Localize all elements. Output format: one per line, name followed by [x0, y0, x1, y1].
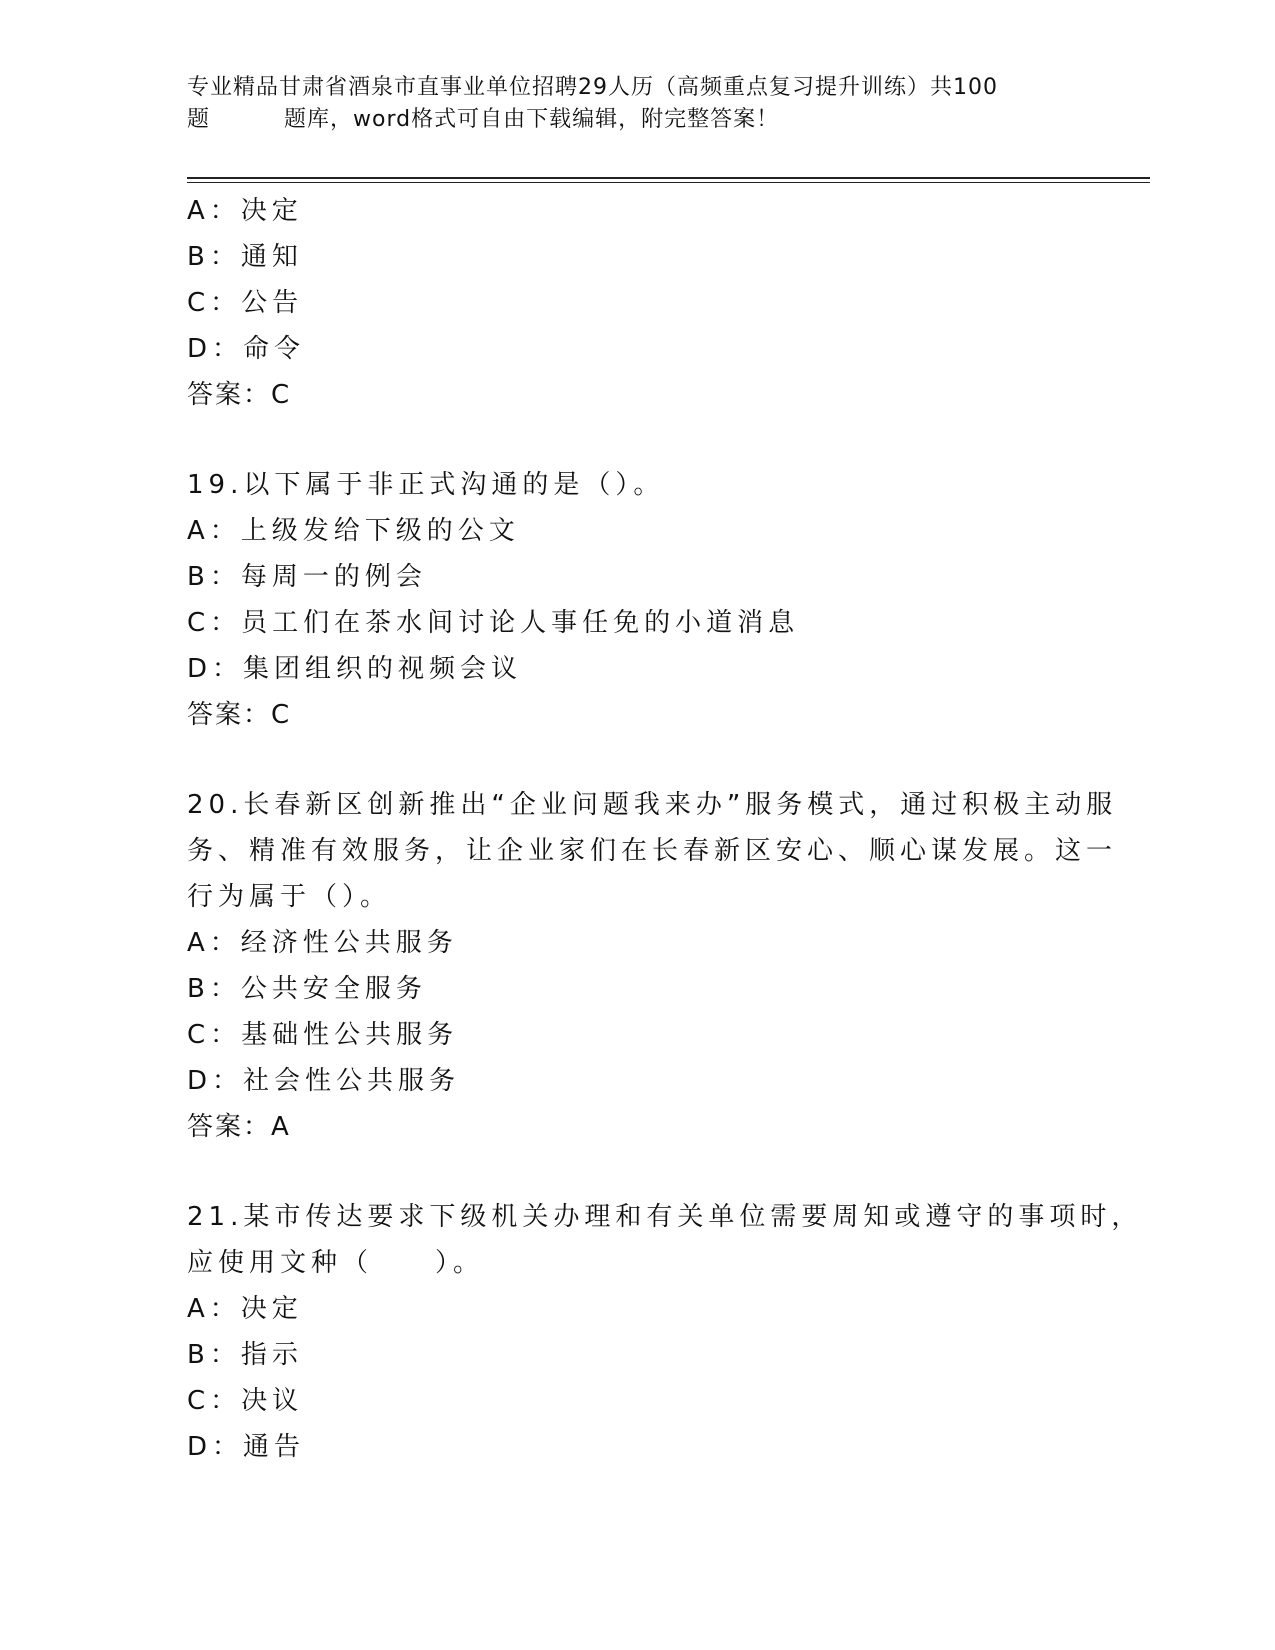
question-block [187, 782, 1118, 1150]
question-block [187, 462, 1087, 738]
question-list [187, 188, 1143, 1470]
option-c: C：基础性公共服务 [187, 1020, 459, 1050]
header-rule-thin [187, 182, 1150, 183]
document-header [187, 72, 1087, 136]
option-a: A：经济性公共服务 [187, 928, 458, 958]
option-d: D：集团组织的视频会议 [187, 654, 523, 684]
header-rule-thick [187, 177, 1150, 179]
question-text: 务、精准有效服务，让企业家们在长春新区安心、顺心谋发展。这一 [187, 836, 1118, 866]
question-block [187, 1194, 1143, 1470]
option-a: A：决定 [187, 1294, 303, 1324]
header-title-line-2 [187, 104, 1087, 136]
option-d: D：社会性公共服务 [187, 1066, 461, 1096]
answer: 答案：C [187, 700, 292, 730]
option-b: B：每周一的例会 [187, 562, 427, 592]
question-block [187, 188, 1087, 418]
header-title-line-2-left: 题 [187, 107, 211, 132]
option-d: D：命令 [187, 334, 306, 364]
option-d: D：通告 [187, 1432, 306, 1462]
question-text: 19.以下属于非正式沟通的是（）。 [187, 470, 665, 500]
option-a: A：决定 [187, 196, 303, 226]
option-b: B：通知 [187, 242, 303, 272]
option-a: A：上级发给下级的公文 [187, 516, 520, 546]
question-text: 21.某市传达要求下级机关办理和有关单位需要周知或遵守的事项时， [187, 1202, 1143, 1232]
header-title-line-1: 专业精品甘肃省酒泉市直事业单位招聘29人历（高频重点复习提升训练）共100 [187, 75, 998, 100]
option-b: B：指示 [187, 1340, 303, 1370]
answer: 答案：C [187, 380, 292, 410]
question-text: 应使用文种（ ）。 [187, 1248, 485, 1278]
question-text: 行为属于（）。 [187, 882, 392, 912]
option-c: C：员工们在茶水间讨论人事任免的小道消息 [187, 608, 800, 638]
option-b: B：公共安全服务 [187, 974, 427, 1004]
answer: 答案：A [187, 1112, 291, 1142]
header-title-line-2-right: 题库，word格式可自由下载编辑，附完整答案！ [284, 107, 780, 132]
option-c: C：决议 [187, 1386, 304, 1416]
option-c: C：公告 [187, 288, 304, 318]
question-text: 20.长春新区创新推出“企业问题我来办”服务模式，通过积极主动服 [187, 790, 1118, 820]
